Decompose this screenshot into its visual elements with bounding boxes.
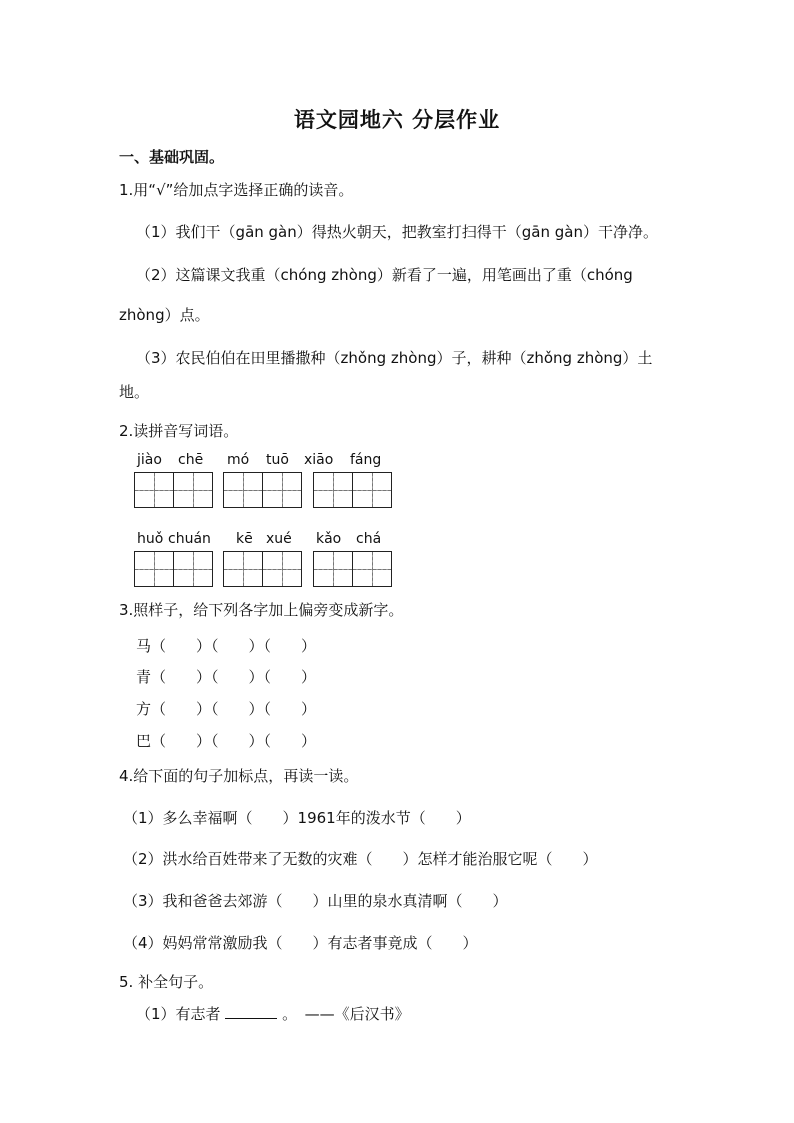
radical-char: 巴 <box>136 732 152 750</box>
question-2-heading: 2.读拼音写词语。 <box>119 422 239 440</box>
question-4-item-3: （3）我和爸爸去郊游（ ）山里的泉水真清啊（ ） <box>123 892 508 910</box>
writing-cell[interactable] <box>134 551 174 587</box>
writing-cell[interactable] <box>352 551 392 587</box>
pinyin: kǎo <box>316 531 342 547</box>
question-5-heading: 5. 补全句子。 <box>119 973 214 991</box>
answer-slot[interactable]: （ ） <box>151 732 212 750</box>
writing-grid <box>313 551 392 587</box>
radical-row <box>136 731 316 751</box>
page-title: 语文园地六 分层作业 <box>293 107 501 132</box>
question-4-item-2: （2）洪水给百姓带来了无数的灾难（ ）怎样才能治服它呢（ ） <box>123 850 598 868</box>
writing-grid <box>134 472 213 508</box>
sentence-prefix: （1）有志者 <box>136 1005 221 1023</box>
question-4-item-4: （4）妈妈常常激励我（ ）有志者事竟成（ ） <box>123 934 478 952</box>
question-1-item-1: （1）我们干（gān gàn）得热火朝天，把教室打扫得干（gān gàn）干净净。 <box>136 223 658 241</box>
answer-slot[interactable]: （ ） <box>151 637 212 655</box>
radical-row <box>136 636 316 656</box>
pinyin: kē <box>236 531 253 547</box>
pinyin: chá <box>356 531 382 547</box>
radical-char: 青 <box>136 668 152 686</box>
writing-cell[interactable] <box>262 551 302 587</box>
writing-grid <box>223 551 302 587</box>
answer-slot[interactable]: （ ） <box>263 637 317 655</box>
writing-cell[interactable] <box>173 551 213 587</box>
answer-slot[interactable]: （ ） <box>151 700 212 718</box>
writing-cell[interactable] <box>262 472 302 508</box>
fill-blank[interactable] <box>225 1004 277 1019</box>
sentence-suffix: 。 ——《后汉书》 <box>282 1005 410 1023</box>
pinyin: huǒ <box>137 531 164 547</box>
answer-slot[interactable]: （ ） <box>263 700 317 718</box>
pinyin: chuán <box>168 531 211 547</box>
writing-grid <box>313 472 392 508</box>
question-5-item-1 <box>136 1004 410 1024</box>
radical-row <box>136 667 316 687</box>
question-1-item-3-cont: 地。 <box>119 383 150 401</box>
question-1-item-2: （2）这篇课文我重（chóng zhòng）新看了一遍，用笔画出了重（chóng <box>136 266 633 284</box>
radical-char: 方 <box>136 700 152 718</box>
pinyin: xué <box>266 531 292 547</box>
writing-cell[interactable] <box>313 551 353 587</box>
question-1-item-2-cont: zhòng）点。 <box>119 306 210 324</box>
answer-slot[interactable]: （ ） <box>211 668 264 686</box>
answer-slot[interactable]: （ ） <box>263 732 317 750</box>
pinyin: fáng <box>350 452 382 468</box>
pinyin: chē <box>178 452 204 468</box>
answer-slot[interactable]: （ ） <box>211 732 264 750</box>
question-4-heading: 4.给下面的句子加标点，再读一读。 <box>119 767 359 785</box>
question-4-item-1: （1）多么幸福啊（ ）1961年的泼水节（ ） <box>123 809 471 827</box>
question-3-heading: 3.照样子，给下列各字加上偏旁变成新字。 <box>119 601 404 619</box>
writing-cell[interactable] <box>134 472 174 508</box>
writing-cell[interactable] <box>223 551 263 587</box>
radical-char: 马 <box>136 637 152 655</box>
writing-grid <box>223 472 302 508</box>
writing-cell[interactable] <box>313 472 353 508</box>
radical-row <box>136 699 316 719</box>
writing-cell[interactable] <box>352 472 392 508</box>
section-heading: 一、基础巩固。 <box>119 148 225 166</box>
pinyin: xiāo <box>304 452 334 468</box>
answer-slot[interactable]: （ ） <box>211 637 264 655</box>
writing-grid <box>134 551 213 587</box>
answer-slot[interactable]: （ ） <box>151 668 212 686</box>
pinyin: jiào <box>137 452 162 468</box>
question-1-item-3: （3）农民伯伯在田里播撒种（zhǒng zhòng）子，耕种（zhǒng zhòng）土 <box>136 349 653 367</box>
writing-cell[interactable] <box>223 472 263 508</box>
answer-slot[interactable]: （ ） <box>211 700 264 718</box>
pinyin: mó <box>227 452 250 468</box>
question-1-heading: 1.用“√”给加点字选择正确的读音。 <box>119 181 354 199</box>
answer-slot[interactable]: （ ） <box>263 668 317 686</box>
pinyin: tuō <box>266 452 289 468</box>
writing-cell[interactable] <box>173 472 213 508</box>
